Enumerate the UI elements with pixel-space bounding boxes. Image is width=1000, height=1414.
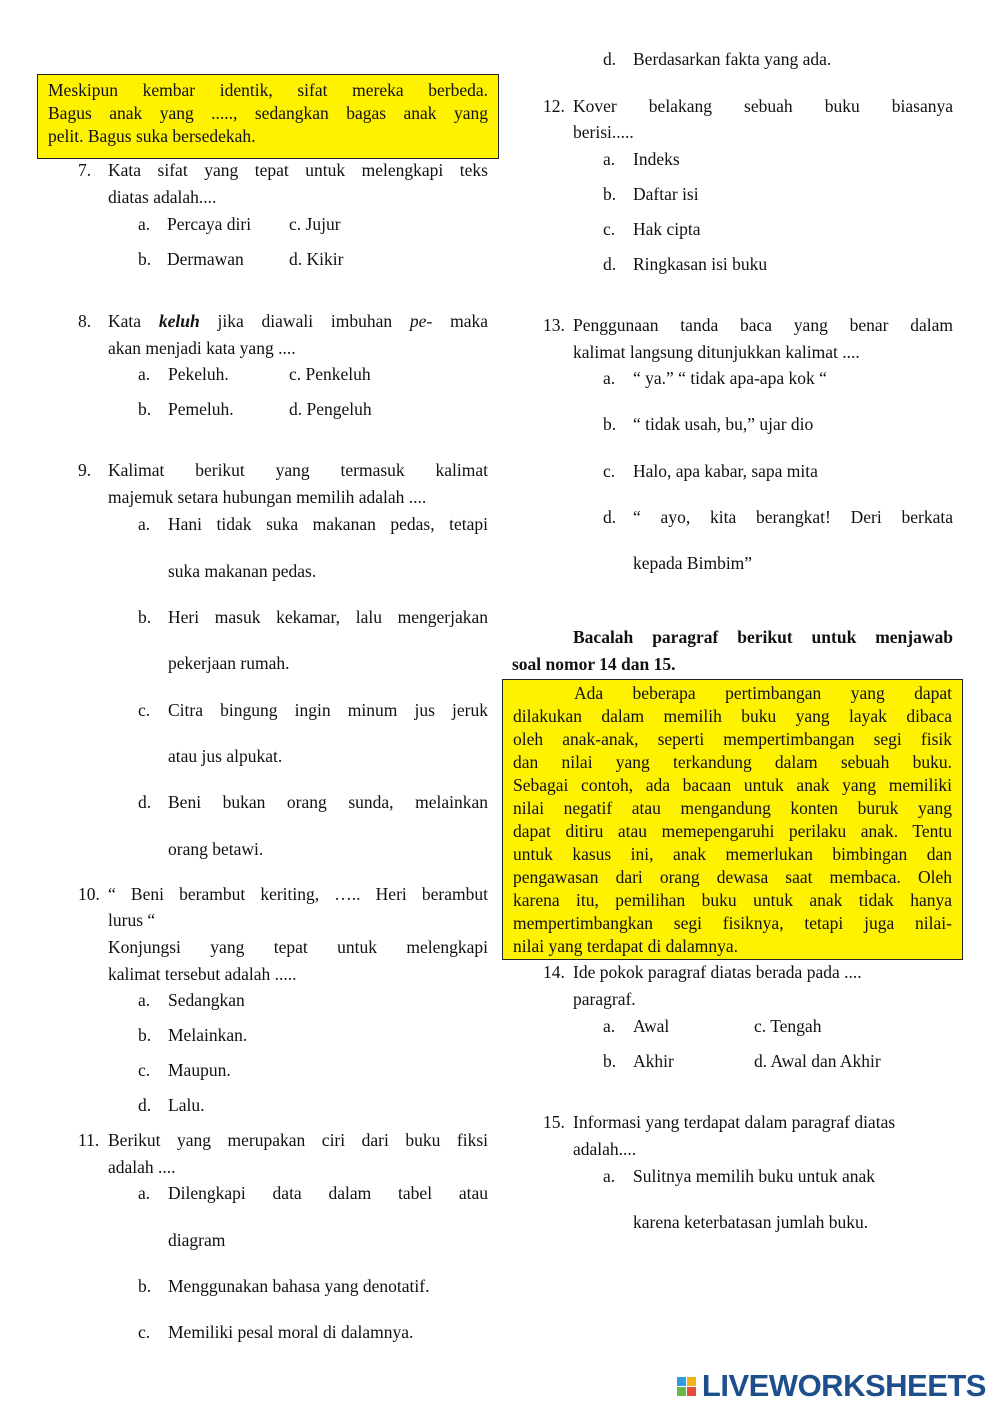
q15-number: 15. bbox=[543, 1112, 565, 1132]
q14-option-a[interactable]: Awal bbox=[633, 1016, 670, 1036]
q11-option-b-letter: b. bbox=[138, 1276, 152, 1296]
q8-post: maka bbox=[432, 311, 488, 331]
q13-option-d-letter: d. bbox=[603, 507, 617, 527]
q10-option-d-letter: d. bbox=[138, 1095, 152, 1115]
q8-affix: pe- bbox=[409, 311, 433, 331]
q13-line-2: kalimat langsung ditunjukkan kalimat .... bbox=[573, 342, 860, 362]
q9-option-c-line-1[interactable]: Citra bingung ingin minum jus jeruk bbox=[168, 700, 488, 720]
q10-option-c-letter: c. bbox=[138, 1060, 151, 1080]
q11-line-1: Berikut yang merupakan ciri dari buku fiksi bbox=[108, 1130, 488, 1150]
q13-option-d-line-2[interactable]: kepada Bimbim” bbox=[633, 553, 753, 573]
q15-line-2: adalah.... bbox=[573, 1139, 637, 1159]
q9-line-1: Kalimat berikut yang termasuk kalimat bbox=[108, 460, 488, 480]
q11-option-c[interactable]: Memiliki pesal moral di dalamnya. bbox=[168, 1322, 414, 1342]
q15-option-a-letter: a. bbox=[603, 1166, 616, 1186]
instruction-line-2: soal nomor 14 dan 15. bbox=[512, 654, 676, 674]
q13-option-b-letter: b. bbox=[603, 414, 617, 434]
q14-line-1: Ide pokok paragraf diatas berada pada .... bbox=[573, 962, 862, 982]
intro-line-2: Bagus anak yang ....., sedangkan bagas anak yang bbox=[48, 103, 488, 123]
q14-option-b[interactable]: Akhir bbox=[633, 1051, 674, 1071]
q10-option-a[interactable]: Sedangkan bbox=[168, 990, 245, 1010]
q10-line-1: “ Beni berambut keriting, ….. Heri berambut bbox=[108, 884, 488, 904]
q11-option-c-letter: c. bbox=[138, 1322, 151, 1342]
q10-option-b-letter: b. bbox=[138, 1025, 152, 1045]
q9-option-d-letter: d. bbox=[138, 792, 152, 812]
paragraph-line-7: dapat ditiru atau memepengaruhi perilaku anak. Tentu bbox=[513, 821, 952, 841]
paragraph-line-11: mempertimbangkan segi fisiknya, tetapi juga nilai- bbox=[513, 913, 952, 933]
q14-number: 14. bbox=[543, 962, 565, 982]
q7-line-1: Kata sifat yang tepat untuk melengkapi teks bbox=[108, 160, 488, 180]
q9-option-d-line-2[interactable]: orang betawi. bbox=[168, 839, 264, 859]
q8-line-2: akan menjadi kata yang .... bbox=[108, 338, 296, 358]
q7-option-c[interactable]: c. Jujur bbox=[289, 214, 341, 234]
liveworksheets-brand[interactable] bbox=[677, 1368, 986, 1404]
q8-option-b-letter: b. bbox=[138, 399, 152, 419]
q11-line-2: adalah .... bbox=[108, 1157, 176, 1177]
q11-number: 11. bbox=[78, 1130, 100, 1150]
q14-option-d[interactable]: d. Awal dan Akhir bbox=[754, 1051, 881, 1071]
q8-number: 8. bbox=[78, 311, 92, 331]
q14-option-b-letter: b. bbox=[603, 1051, 617, 1071]
instruction-line-1: Bacalah paragraf berikut untuk menjawab bbox=[573, 627, 953, 647]
q11-option-a-line-1[interactable]: Dilengkapi data dalam tabel atau bbox=[168, 1183, 488, 1203]
q8-option-a-letter: a. bbox=[138, 364, 151, 384]
q15-option-a-line-1[interactable]: Sulitnya memilih buku untuk anak bbox=[633, 1166, 876, 1186]
q12-option-c[interactable]: Hak cipta bbox=[633, 219, 701, 239]
paragraph-line-10: karena itu, pemilihan buku untuk anak tidak hanya bbox=[513, 890, 952, 910]
q7-option-b-letter: b. bbox=[138, 249, 152, 269]
q7-number: 7. bbox=[78, 160, 92, 180]
q13-option-a-letter: a. bbox=[603, 368, 616, 388]
q8-line-1 bbox=[108, 311, 488, 332]
q10-line-2: lurus “ bbox=[108, 910, 156, 930]
q9-option-a-line-2[interactable]: suka makanan pedas. bbox=[168, 561, 317, 581]
q15-line-1: Informasi yang terdapat dalam paragraf diatas bbox=[573, 1112, 896, 1132]
paragraph-line-6: nilai negatif atau mengandung konten buruk yang bbox=[513, 798, 952, 818]
q8-option-d[interactable]: d. Pengeluh bbox=[289, 399, 372, 419]
q7-option-d[interactable]: d. Kikir bbox=[289, 249, 344, 269]
q11-option-d-letter: d. bbox=[603, 49, 617, 69]
paragraph-line-1: Ada beberapa pertimbangan yang dapat bbox=[574, 683, 952, 703]
q11-option-b[interactable]: Menggunakan bahasa yang denotatif. bbox=[168, 1276, 430, 1296]
q10-option-d[interactable]: Lalu. bbox=[168, 1095, 205, 1115]
q13-number: 13. bbox=[543, 315, 565, 335]
q12-option-d[interactable]: Ringkasan isi buku bbox=[633, 254, 768, 274]
q7-option-a-letter: a. bbox=[138, 214, 151, 234]
q8-pre: Kata bbox=[108, 311, 159, 331]
q9-option-b-line-2[interactable]: pekerjaan rumah. bbox=[168, 653, 290, 673]
intro-line-1: Meskipun kembar identik, sifat mereka berbeda. bbox=[48, 80, 488, 100]
paragraph-line-4: dan nilai yang terkandung dalam sebuah buku. bbox=[513, 752, 952, 772]
q12-option-b-letter: b. bbox=[603, 184, 617, 204]
q8-option-c[interactable]: c. Penkeluh bbox=[289, 364, 371, 384]
q12-option-b[interactable]: Daftar isi bbox=[633, 184, 699, 204]
q12-line-2: berisi..... bbox=[573, 122, 634, 142]
paragraph-line-8: untuk kasus ini, anak memerlukan bimbingan dan bbox=[513, 844, 952, 864]
q9-line-2: majemuk setara hubungan memilih adalah .... bbox=[108, 487, 427, 507]
q9-option-b-line-1[interactable]: Heri masuk kekamar, lalu mengerjakan bbox=[168, 607, 488, 627]
q15-option-a-line-2[interactable]: karena keterbatasan jumlah buku. bbox=[633, 1212, 869, 1232]
q10-option-c[interactable]: Maupun. bbox=[168, 1060, 231, 1080]
q10-option-a-letter: a. bbox=[138, 990, 151, 1010]
q13-option-a[interactable]: “ ya.” “ tidak apa-apa kok “ bbox=[633, 368, 827, 388]
q13-option-d-line-1[interactable]: “ ayo, kita berangkat! Deri berkata bbox=[633, 507, 953, 527]
q9-option-a-line-1[interactable]: Hani tidak suka makanan pedas, tetapi bbox=[168, 514, 488, 534]
q11-option-a-letter: a. bbox=[138, 1183, 151, 1203]
q9-option-d-line-1[interactable]: Beni bukan orang sunda, melainkan bbox=[168, 792, 488, 812]
q9-option-c-line-2[interactable]: atau jus alpukat. bbox=[168, 746, 283, 766]
q7-option-b[interactable]: Dermawan bbox=[167, 249, 244, 269]
reading-paragraph-box bbox=[502, 679, 963, 960]
q12-option-a-letter: a. bbox=[603, 149, 616, 169]
q8-option-b[interactable]: Pemeluh. bbox=[168, 399, 234, 419]
q12-line-1: Kover belakang sebuah buku biasanya bbox=[573, 96, 953, 116]
paragraph-line-3: oleh anak-anak, seperti mempertimbangan segi fisik bbox=[513, 729, 952, 749]
paragraph-line-12: nilai yang terdapat di dalamnya. bbox=[513, 936, 738, 956]
q12-number: 12. bbox=[543, 96, 565, 116]
q9-option-c-letter: c. bbox=[138, 700, 151, 720]
q11-option-a-line-2[interactable]: diagram bbox=[168, 1230, 226, 1250]
q7-line-2: diatas adalah.... bbox=[108, 187, 217, 207]
q14-line-2: paragraf. bbox=[573, 989, 636, 1009]
q13-option-c[interactable]: Halo, apa kabar, sapa mita bbox=[633, 461, 818, 481]
q13-line-1: Penggunaan tanda baca yang benar dalam bbox=[573, 315, 953, 335]
brand-text: LIVEWORKSHEETS bbox=[701, 1368, 986, 1403]
q14-option-a-letter: a. bbox=[603, 1016, 616, 1036]
q8-mid: jika diawali imbuhan bbox=[199, 311, 410, 331]
paragraph-line-5: Sebagai contoh, ada bacaan untuk anak yang memiliki bbox=[513, 775, 952, 795]
q12-option-c-letter: c. bbox=[603, 219, 616, 239]
paragraph-line-2: dilakukan dalam memilih buku yang layak dibaca bbox=[513, 706, 952, 726]
q11-option-d[interactable]: Berdasarkan fakta yang ada. bbox=[633, 49, 832, 69]
q9-option-b-letter: b. bbox=[138, 607, 152, 627]
paragraph-line-9: pengawasan dari orang dewasa saat membaca. Oleh bbox=[513, 867, 952, 887]
q12-option-d-letter: d. bbox=[603, 254, 617, 274]
q14-option-c[interactable]: c. Tengah bbox=[754, 1016, 822, 1036]
q9-option-a-letter: a. bbox=[138, 514, 151, 534]
q10-line-4: kalimat tersebut adalah ..... bbox=[108, 964, 297, 984]
q13-option-c-letter: c. bbox=[603, 461, 616, 481]
intro-text-box bbox=[37, 74, 499, 159]
liveworksheets-logo-icon bbox=[677, 1377, 696, 1396]
q13-option-b[interactable]: “ tidak usah, bu,” ujar dio bbox=[633, 414, 814, 434]
intro-line-3: pelit. Bagus suka bersedekah. bbox=[48, 126, 256, 146]
q8-option-a[interactable]: Pekeluh. bbox=[168, 364, 229, 384]
q8-word: keluh bbox=[158, 311, 200, 331]
q10-line-3: Konjungsi yang tepat untuk melengkapi bbox=[108, 937, 488, 957]
q9-number: 9. bbox=[78, 460, 92, 480]
q10-option-b[interactable]: Melainkan. bbox=[168, 1025, 248, 1045]
q10-number: 10. bbox=[78, 884, 100, 904]
q12-option-a[interactable]: Indeks bbox=[633, 149, 680, 169]
q7-option-a[interactable]: Percaya diri bbox=[167, 214, 252, 234]
